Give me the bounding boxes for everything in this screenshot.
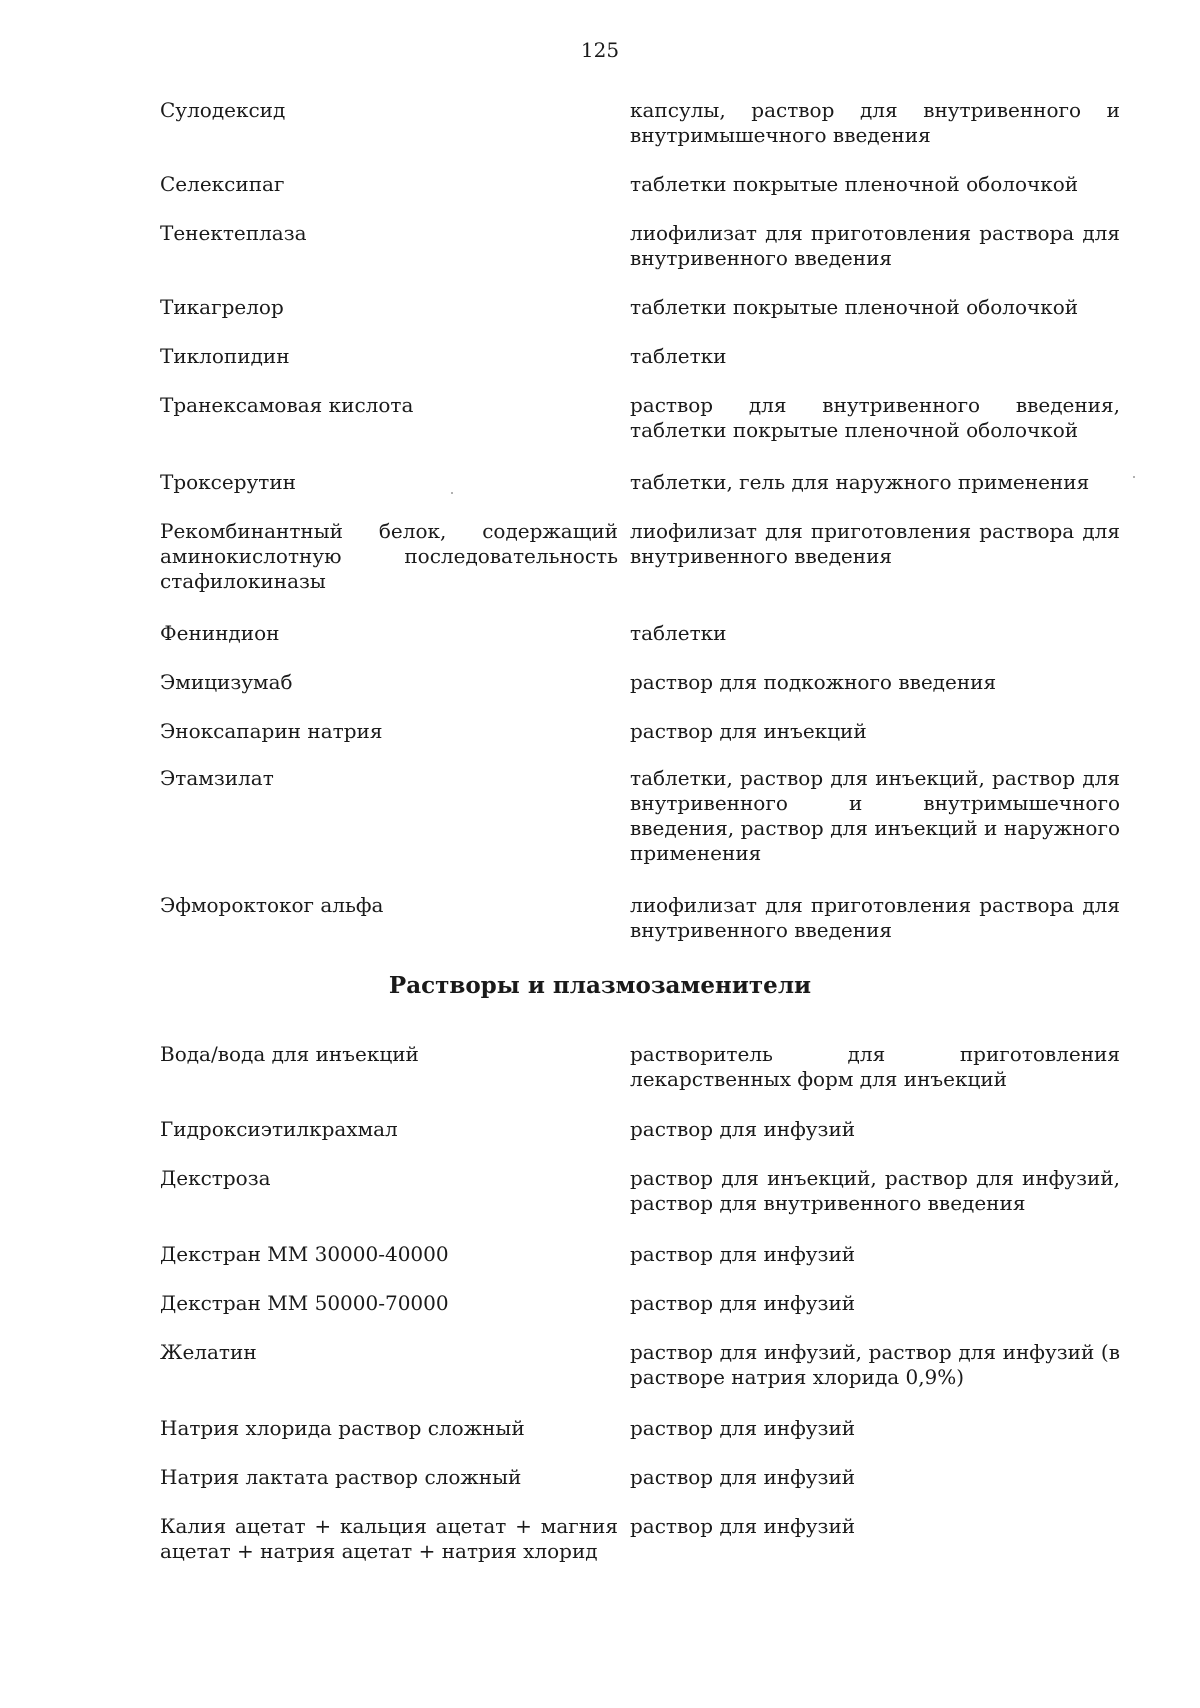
- dosage-form: раствор для инфузий: [630, 1416, 856, 1440]
- table-row: [160, 1042, 1120, 1092]
- dosage-form: раствор для инъекций: [630, 719, 867, 743]
- table-row: [160, 1340, 1120, 1390]
- dosage-form: раствор для инфузий: [630, 1514, 856, 1538]
- table-row: [160, 1416, 1120, 1441]
- drug-name: Декстроза: [160, 1166, 271, 1190]
- drug-name: Тикагрелор: [160, 295, 284, 319]
- drug-name: Тенектеплаза: [160, 221, 307, 245]
- table-row: [160, 519, 1120, 594]
- drug-name: Желатин: [160, 1340, 257, 1364]
- drug-name: Транексамовая кислота: [160, 393, 414, 417]
- table-row: [160, 670, 1120, 695]
- table-row: [160, 1291, 1120, 1316]
- drug-name: Селексипаг: [160, 172, 285, 196]
- drug-name: Тиклопидин: [160, 344, 290, 368]
- table-row: [160, 172, 1120, 197]
- drug-name: Троксерутин: [160, 470, 297, 494]
- drug-name: Фениндион: [160, 621, 280, 645]
- drug-name: Этамзилат: [160, 766, 274, 790]
- table-row: [160, 344, 1120, 369]
- dosage-form: раствор для инфузий: [630, 1291, 856, 1315]
- table-row: [160, 98, 1120, 148]
- drug-name: Эноксапарин натрия: [160, 719, 383, 743]
- dosage-form: растворитель для приготовления лекарственных форм для инъекций: [630, 1042, 1120, 1091]
- drug-name: Натрия лактата раствор сложный: [160, 1465, 522, 1489]
- drug-name: Натрия хлорида раствор сложный: [160, 1416, 525, 1440]
- dosage-form: капсулы, раствор для внутривенного и внутримышечного введения: [630, 98, 1120, 147]
- scan-speck: [451, 492, 453, 494]
- dosage-form: таблетки, гель для наружного применения: [630, 470, 1090, 494]
- table-row: [160, 393, 1120, 443]
- table-row: [160, 1242, 1120, 1267]
- dosage-form: раствор для инфузий: [630, 1242, 856, 1266]
- dosage-form: лиофилизат для приготовления раствора для внутривенного введения: [630, 893, 1120, 942]
- dosage-form: таблетки, раствор для инъекций, раствор для внутривенного и внутримышечного введения, раствор для инъекций и наружного применения: [630, 766, 1120, 865]
- table-row: [160, 1465, 1120, 1490]
- table-row: [160, 893, 1120, 943]
- table-row: [160, 221, 1120, 271]
- drug-name: Декстран ММ 50000-70000: [160, 1291, 449, 1315]
- dosage-form: лиофилизат для приготовления раствора для внутривенного введения: [630, 519, 1120, 568]
- dosage-form: раствор для внутривенного введения, таблетки покрытые пленочной оболочкой: [630, 393, 1120, 442]
- table-row: [160, 1117, 1120, 1142]
- table-row: [160, 719, 1120, 744]
- dosage-form: раствор для инъекций, раствор для инфузий, раствор для внутривенного введения: [630, 1166, 1120, 1215]
- drug-name: Калия ацетат + кальция ацетат + магния ацетат + натрия ацетат + натрия хлорид: [160, 1514, 618, 1563]
- drug-name: Сулодексид: [160, 98, 286, 122]
- dosage-form: таблетки покрытые пленочной оболочкой: [630, 295, 1079, 319]
- drug-name: Декстран ММ 30000-40000: [160, 1242, 449, 1266]
- drug-name: Вода/вода для инъекций: [160, 1042, 419, 1066]
- table-row: [160, 295, 1120, 320]
- table-row: [160, 1514, 1120, 1564]
- dosage-form: раствор для инфузий: [630, 1117, 856, 1141]
- dosage-form: таблетки покрытые пленочной оболочкой: [630, 172, 1079, 196]
- dosage-form: раствор для подкожного введения: [630, 670, 997, 694]
- section-heading: Растворы и плазмозаменители: [388, 972, 812, 999]
- table-row: [160, 470, 1120, 495]
- drug-name: Рекомбинантный белок, содержащий аминокислотную последовательность стафилокиназы: [160, 519, 618, 593]
- dosage-form: раствор для инфузий: [630, 1465, 856, 1489]
- page-number: 125: [580, 38, 620, 62]
- dosage-form: таблетки: [630, 621, 727, 645]
- dosage-form: таблетки: [630, 344, 727, 368]
- table-row: [160, 1166, 1120, 1216]
- drug-name: Эмицизумаб: [160, 670, 293, 694]
- dosage-form: лиофилизат для приготовления раствора для внутривенного введения: [630, 221, 1120, 270]
- drug-name: Гидроксиэтилкрахмал: [160, 1117, 398, 1141]
- dosage-form: раствор для инфузий, раствор для инфузий (в растворе натрия хлорида 0,9%): [630, 1340, 1120, 1389]
- table-row: [160, 621, 1120, 646]
- drug-name: Эфмороктоког альфа: [160, 893, 384, 917]
- scan-speck: [1133, 476, 1135, 478]
- table-row: [160, 766, 1120, 866]
